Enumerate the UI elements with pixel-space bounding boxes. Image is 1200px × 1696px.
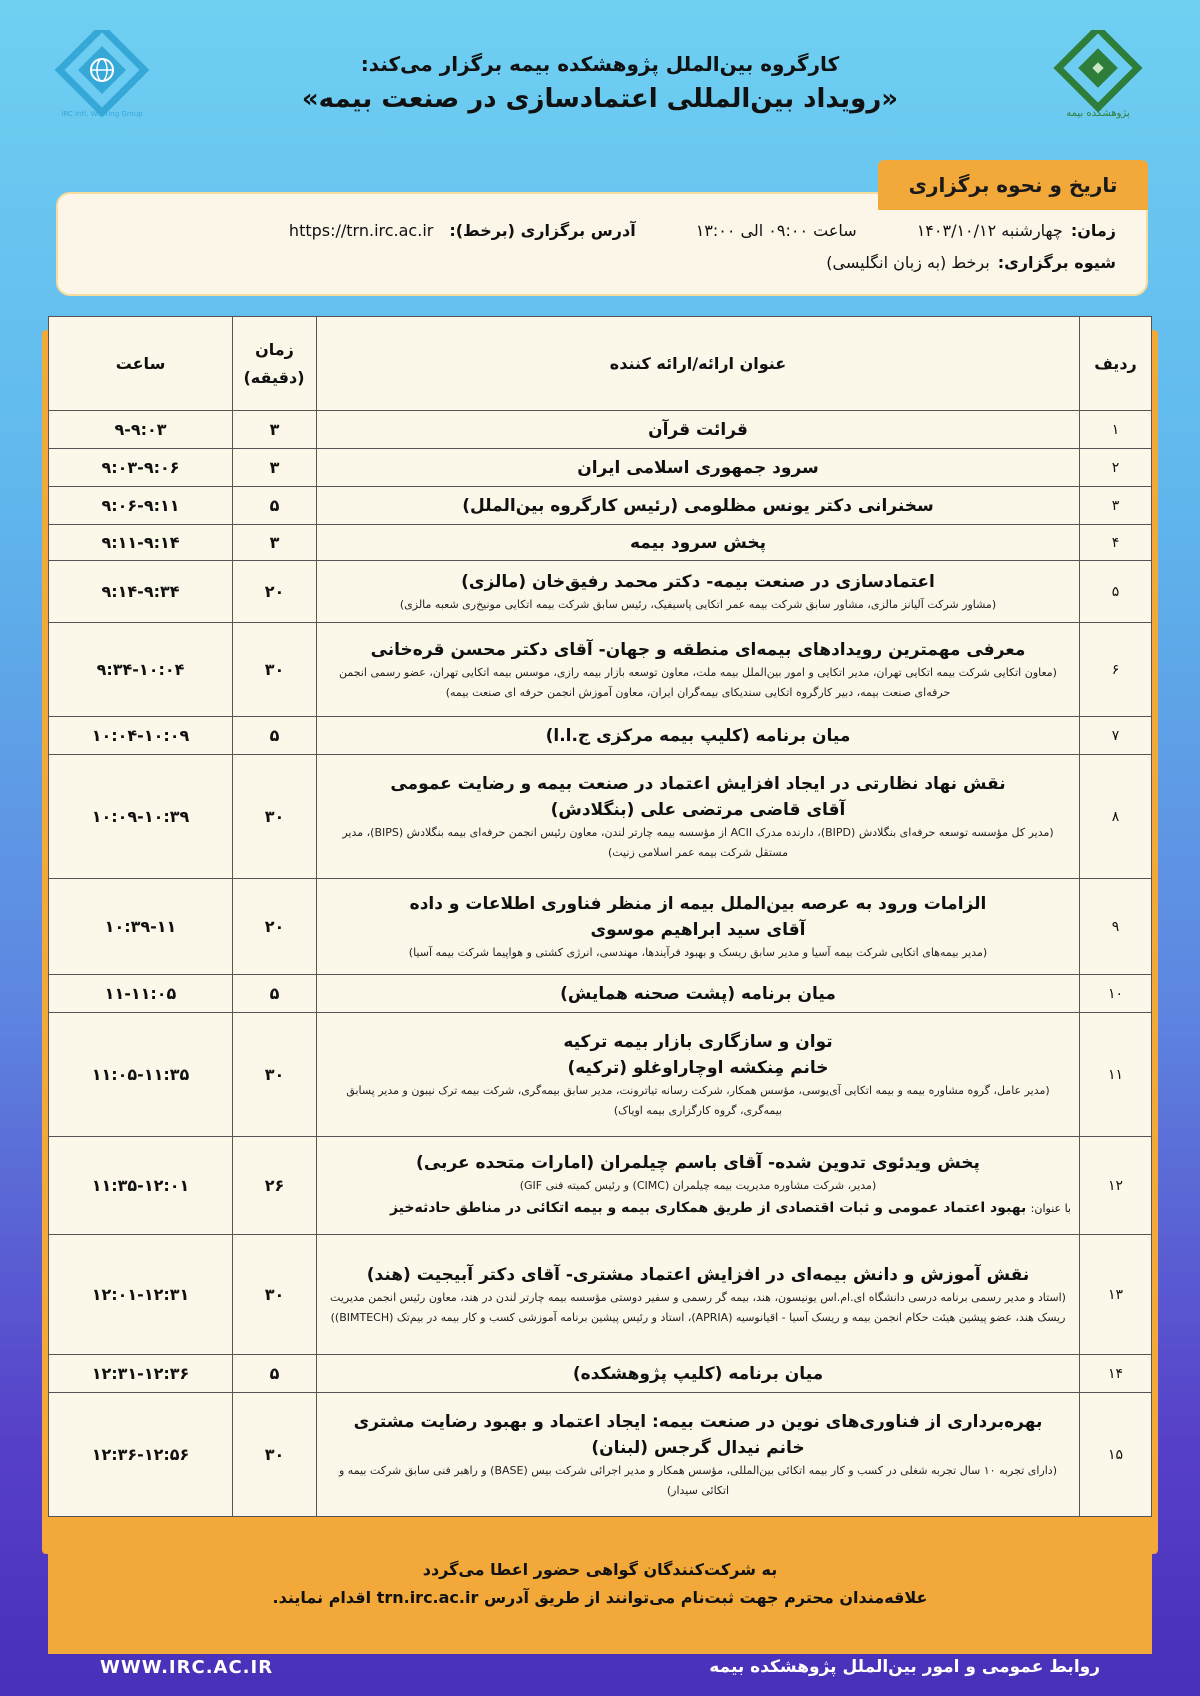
row-index: ۲ — [1080, 449, 1152, 487]
row-time: ۱۱:۳۵-۱۲:۰۱ — [49, 1137, 233, 1235]
topic-text: بهبود اعتماد عمومی و ثبات اقتصادی از طریق همکاری بیمه و بیمه اتکائی در مناطق حادثه‌خیز — [389, 1200, 1027, 1216]
table-row — [49, 755, 1152, 879]
row-title-cell — [317, 1137, 1080, 1235]
row-time: ۱۰:۰۴-۱۰:۰۹ — [49, 717, 233, 755]
row-index: ۳ — [1080, 487, 1152, 525]
row-speaker: آقای سید ابراهیم موسوی — [590, 919, 806, 940]
table-row — [49, 525, 1152, 561]
row-speaker-bio: (مدیر، شرکت مشاوره مدیریت بیمه چیلمران (CIMC) و رئیس کمیته فنی GIF) — [519, 1179, 877, 1192]
row-title: پخش ویدئوی تدوین شده- آقای باسم چیلمران (امارات متحده عربی) — [416, 1153, 980, 1173]
row-time: ۱۰:۳۹-۱۱ — [49, 879, 233, 975]
row-title-cell — [317, 879, 1080, 975]
row-duration: ۳ — [233, 411, 317, 449]
row-index: ۱ — [1080, 411, 1152, 449]
row-time: ۱۲:۰۱-۱۲:۳۱ — [49, 1235, 233, 1355]
table-row — [49, 975, 1152, 1013]
table-row — [49, 487, 1152, 525]
address-label: آدرس برگزاری (برخط): — [449, 220, 636, 240]
row-title-cell — [317, 449, 1080, 487]
row-time: ۱۰:۰۹-۱۰:۳۹ — [49, 755, 233, 879]
table-row — [49, 1355, 1152, 1393]
table-header-row — [49, 317, 1152, 411]
row-title-cell — [317, 1355, 1080, 1393]
table-row — [49, 411, 1152, 449]
row-index: ۱۵ — [1080, 1393, 1152, 1517]
row-duration: ۵ — [233, 975, 317, 1013]
row-time: ۱۱:۰۵-۱۱:۳۵ — [49, 1013, 233, 1137]
table-row — [49, 717, 1152, 755]
row-title: میان برنامه (کلیپ پژوهشکده) — [572, 1363, 824, 1384]
table-row — [49, 623, 1152, 717]
row-title: نقش آموزش و دانش بیمه‌ای در افزایش اعتماد مشتری- آقای دکتر آبیجیت (هند) — [366, 1264, 1030, 1285]
row-duration: ۲۰ — [233, 561, 317, 623]
event-title: «رویداد بین‌المللی اعتمادسازی در صنعت بیمه» — [301, 84, 899, 114]
row-duration: ۳۰ — [233, 623, 317, 717]
row-time: ۹:۰۳-۹:۰۶ — [49, 449, 233, 487]
row-speaker-bio: (دارای تجربه ۱۰ سال تجربه شغلی در کسب و کار بیمه اتکائی بین‌المللی، مؤسس همکار و مدیر اجرائی شرکت بیس (BASE) و راهبر فنی سابق شرکت بیمه و اتکائی سیدار) — [338, 1463, 1058, 1497]
method-value: برخط (به زبان انگلیسی) — [826, 252, 990, 272]
date-method-tab: تاریخ و نحوه برگزاری — [878, 160, 1148, 210]
row-video-topic — [317, 1196, 1079, 1221]
row-index: ۸ — [1080, 755, 1152, 879]
program-table-wrapper — [48, 316, 1152, 1534]
row-title-cell — [317, 1393, 1080, 1517]
row-duration: ۵ — [233, 717, 317, 755]
row-title: سخنرانی دکتر یونس مظلومی (رئیس کارگروه بین‌الملل) — [462, 495, 934, 516]
row-speaker: آقای قاضی مرتضی علی (بنگلادش) — [550, 799, 846, 820]
row-title-cell — [317, 975, 1080, 1013]
row-index: ۱۲ — [1080, 1137, 1152, 1235]
program-table — [48, 316, 1152, 1517]
department-credit: روابط عمومی و امور بین‌الملل پژوهشکده بیمه — [709, 1657, 1100, 1677]
topic-label: با عنوان: — [1030, 1202, 1071, 1215]
row-time: ۱۱-۱۱:۰۵ — [49, 975, 233, 1013]
row-title: توان و سازگاری بازار بیمه ترکیه — [563, 1031, 833, 1052]
row-index: ۱۴ — [1080, 1355, 1152, 1393]
row-speaker: خانم نیدال گرجس (لبنان) — [591, 1437, 805, 1458]
method-row — [88, 246, 1116, 278]
row-index: ۱۳ — [1080, 1235, 1152, 1355]
row-time: ۹:۳۴-۱۰:۰۴ — [49, 623, 233, 717]
row-title-cell — [317, 487, 1080, 525]
row-title: میان برنامه (کلیپ بیمه مرکزی ج.ا.ا) — [545, 725, 851, 746]
row-index: ۹ — [1080, 879, 1152, 975]
row-title-cell — [317, 1013, 1080, 1137]
row-duration: ۳۰ — [233, 1013, 317, 1137]
row-title-cell — [317, 411, 1080, 449]
row-speaker-bio: (مدیر بیمه‌های اتکایی شرکت بیمه آسیا و مدیر سابق ریسک و بهبود فرآیندها، مهندسی، انرژی کشتی و هواپیما شرکت بیمه آسیا) — [408, 945, 988, 959]
svg-text:IRC Intl. Working Group: IRC Intl. Working Group — [61, 110, 143, 118]
table-row — [49, 561, 1152, 623]
row-index: ۶ — [1080, 623, 1152, 717]
date-value: چهارشنبه ۱۴۰۳/۱۰/۱۲ — [916, 220, 1063, 240]
row-index: ۱۱ — [1080, 1013, 1152, 1137]
row-title: نقش نهاد نظارتی در ایجاد افزایش اعتماد در صنعت بیمه و رضایت عمومی — [390, 773, 1006, 794]
table-row — [49, 1393, 1152, 1517]
row-speaker-bio: (مدیر کل مؤسسه توسعه حرفه‌ای بنگلادش (BIPD)، دارنده مدرک ACII از مؤسسه بیمه چارتر لندن، معاون رئیس انجمن حرفه‌ای بیمه بنگلادش (BIPS)، مدیر مستقل شرکت بیمه عمر اسلامی زنیت) — [342, 825, 1054, 859]
row-title-cell — [317, 755, 1080, 879]
insurance-research-center-logo — [1048, 30, 1148, 120]
row-time: ۱۲:۳۶-۱۲:۵۶ — [49, 1393, 233, 1517]
row-duration: ۳۰ — [233, 755, 317, 879]
time-row — [88, 214, 1116, 246]
svg-text:پژوهشکده بیمه: پژوهشکده بیمه — [1066, 108, 1130, 119]
registration-note: علاقه‌مندان محترم جهت ثبت‌نام می‌توانند از طریق آدرس trn.irc.ac.ir اقدام نمایند. — [272, 1588, 928, 1607]
row-duration: ۳ — [233, 449, 317, 487]
organizer-line: کارگروه بین‌الملل پژوهشکده بیمه برگزار می‌کند: — [360, 52, 840, 76]
row-title: بهره‌برداری از فناوری‌های نوین در صنعت بیمه: ایجاد اعتماد و بهبود رضایت مشتری — [353, 1411, 1043, 1432]
row-index: ۷ — [1080, 717, 1152, 755]
row-speaker: خانم مِنکشه اوچاراوغلو (ترکیه) — [567, 1057, 829, 1078]
row-time: ۱۲:۳۱-۱۲:۳۶ — [49, 1355, 233, 1393]
row-duration: ۲۰ — [233, 879, 317, 975]
row-title-cell — [317, 561, 1080, 623]
row-title: اعتمادسازی در صنعت بیمه- دکتر محمد رفیق‌خان (مالزی) — [461, 571, 935, 592]
row-index: ۵ — [1080, 561, 1152, 623]
row-index: ۴ — [1080, 525, 1152, 561]
row-duration: ۳۰ — [233, 1393, 317, 1517]
row-time: ۹:۱۴-۹:۳۴ — [49, 561, 233, 623]
table-row — [49, 449, 1152, 487]
row-title-cell — [317, 525, 1080, 561]
row-time: ۹:۱۱-۹:۱۴ — [49, 525, 233, 561]
row-index: ۱۰ — [1080, 975, 1152, 1013]
header-time: ساعت — [49, 317, 233, 411]
row-title: قرائت قرآن — [648, 419, 748, 440]
row-duration: ۳ — [233, 525, 317, 561]
table-row — [49, 1235, 1152, 1355]
table-row — [49, 879, 1152, 975]
row-title-cell — [317, 1235, 1080, 1355]
row-time: ۹:۰۶-۹:۱۱ — [49, 487, 233, 525]
row-title: معرفی مهمترین رویدادهای بیمه‌ای منطقه و جهان- آقای دکتر محسن قره‌خانی — [370, 639, 1026, 660]
address-link[interactable]: https://trn.irc.ac.ir — [288, 220, 434, 240]
certificate-note: به شرکت‌کنندگان گواهی حضور اعطا می‌گردد — [422, 1560, 778, 1579]
row-duration: ۳۰ — [233, 1235, 317, 1355]
row-title-cell — [317, 717, 1080, 755]
header-index: ردیف — [1080, 317, 1152, 411]
page-header — [200, 52, 1000, 114]
header-duration: زمان (دقیقه) — [233, 317, 317, 411]
row-speaker-bio: (استاد و مدیر رسمی برنامه درسی دانشگاه ای.ام.اس یونیسون، هند، بیمه گر رسمی و سفیر دوستی مؤسسه بیمه چارتر لندن در هند، معاون رئیس انجمن مدیریت ریسک هند، عضو پیشین هیئت حکام انجمن بیمه و ریسک آسیا - اقیانوسیه (APRIA)، استاد و رئیس پیشین برنامه آموزشی کسب و کار بیمه در بیم‌تک (BIMTECH)) — [330, 1290, 1066, 1324]
row-speaker-bio: (مدیر عامل، گروه مشاوره بیمه و بیمه اتکایی آی‌یوسی، مؤسس همکار، شرکت رسانه تیاترونت، مدیر سابق بیمه‌گری، شرکت بیمه ترک نیبون و مدیر پسابق بیمه‌گری، گروه کارگزاری بیمه اویاک) — [346, 1083, 1050, 1117]
row-title: الزامات ورود به عرصه بین‌الملل بیمه از منظر فناوری اطلاعات و داده — [409, 893, 987, 914]
hours-value: ساعت ۰۹:۰۰ الی ۱۳:۰۰ — [695, 220, 857, 240]
row-speaker-bio: (معاون اتکایی شرکت بیمه اتکایی تهران، مدیر اتکایی و امور بین‌الملل بیمه ملت، معاون توسعه بازار بیمه رازی، موسس بیمه اتکایی تهران، عضو رسمی انجمن حرفه‌ای صنعت بیمه، دبیر کارگروه اتکایی سندیکای بیمه‌گران ایران، معاون آموزش انجمن حرفه ای صنعت بیمه) — [339, 665, 1057, 699]
row-duration: ۵ — [233, 1355, 317, 1393]
row-duration: ۵ — [233, 487, 317, 525]
table-row — [49, 1013, 1152, 1137]
row-time: ۹-۹:۰۳ — [49, 411, 233, 449]
row-title: سرود جمهوری اسلامی ایران — [577, 457, 819, 478]
row-title: پخش سرود بیمه — [629, 532, 767, 553]
international-working-group-logo — [52, 30, 152, 120]
row-speaker-bio: (مشاور شرکت آلیانز مالزی، مشاور سابق شرکت بیمه عمر اتکایی پاسیفیک، رئیس سابق شرکت بیمه اتکایی مونیخ‌ری شعبه مالزی) — [399, 597, 997, 611]
row-title-cell — [317, 623, 1080, 717]
method-label: شیوه برگزاری: — [997, 252, 1116, 272]
row-duration: ۲۶ — [233, 1137, 317, 1235]
header-title: عنوان ارائه/ارائه کننده — [317, 317, 1080, 411]
table-row — [49, 1137, 1152, 1235]
time-label: زمان: — [1070, 220, 1116, 240]
row-title: میان برنامه (پشت صحنه همایش) — [560, 983, 836, 1004]
website-link[interactable]: WWW.IRC.AC.IR — [100, 1656, 274, 1678]
